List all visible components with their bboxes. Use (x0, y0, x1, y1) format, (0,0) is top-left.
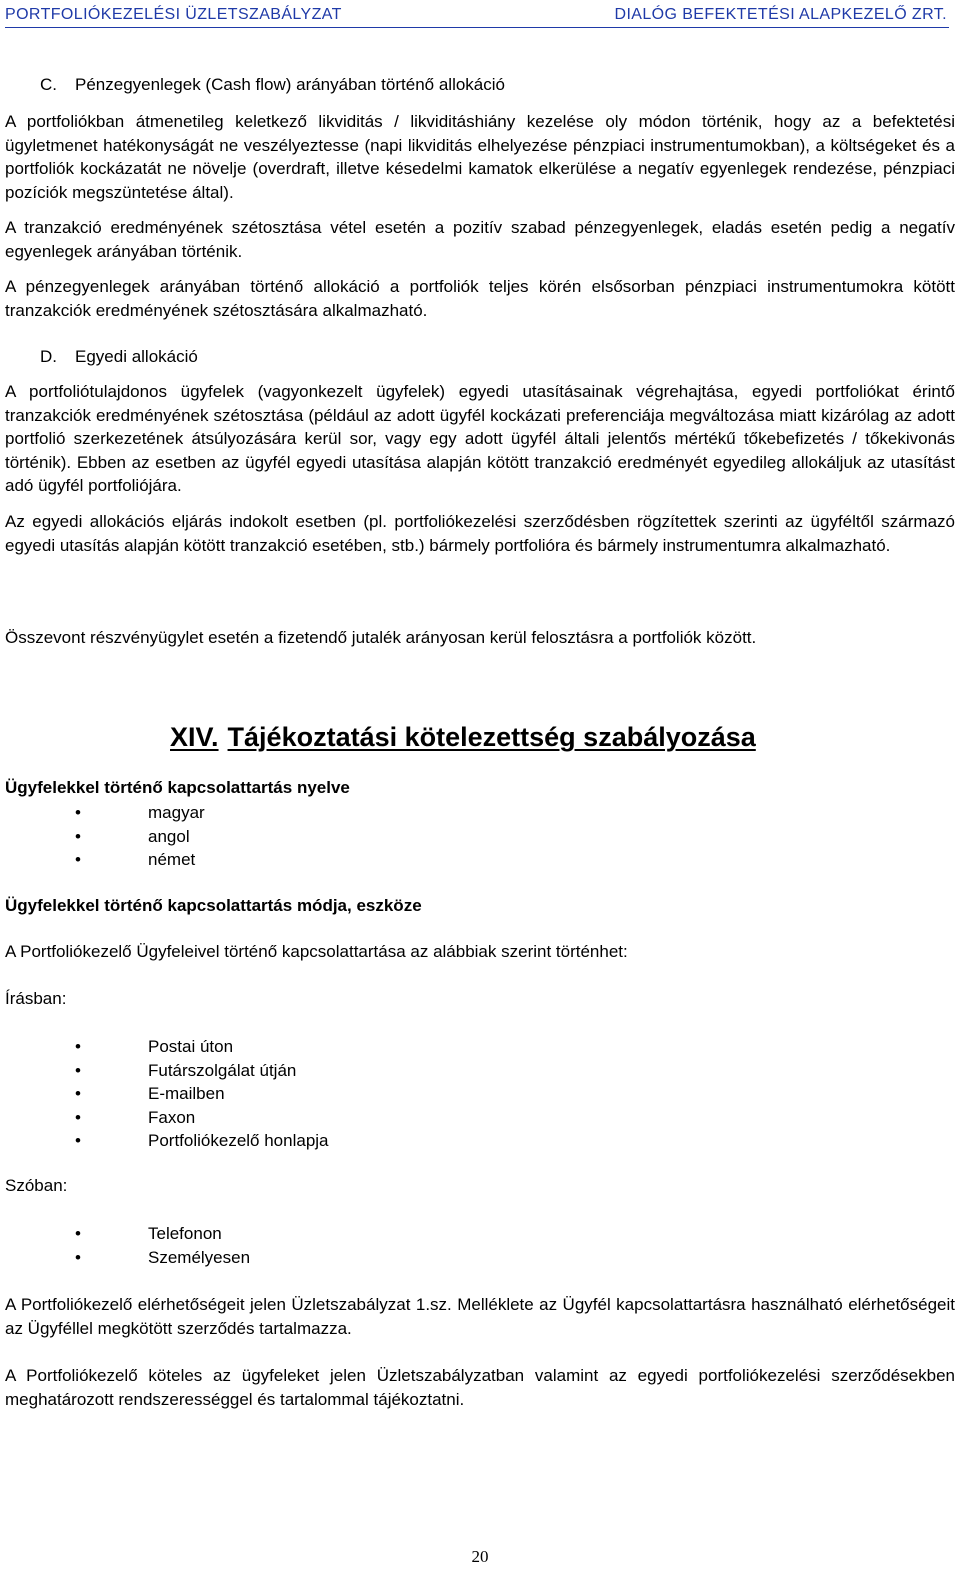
bullet-icon: • (75, 850, 81, 869)
page-header (5, 3, 949, 28)
written-label: Írásban: (5, 989, 67, 1008)
closing-paragraph: A Portfoliókezelő elérhetőségeit jelen Üzletszabályzat 1.sz. Melléklete az Ügyfél kapcsolattartásra használható elérhetőségeit az Ügyféllel megkötött szerződés tartalmazza. (5, 1295, 955, 1338)
bullet-icon: • (75, 1037, 81, 1056)
bullet-icon: • (75, 1224, 81, 1243)
section-d-title: Egyedi allokáció (75, 347, 198, 366)
section-d-paragraph: Az egyedi allokációs eljárás indokolt esetben (pl. portfoliókezelési szerződésben rögzítettek szerinti az ügyféltől származó egyedi utasítás alapján kötött tranzakció esetében, stb.) bármely portfolióra és bármely instrumentumra alkalmazható. (5, 512, 955, 555)
chapter-title: Tájékoztatási kötelezettség szabályozása (227, 722, 756, 752)
section-c-heading (40, 73, 940, 97)
closing-paragraph: A Portfoliókezelő köteles az ügyfeleket jelen Üzletszabályzatban valamint az egyedi portfoliókezelési szerződésekben meghatározott rendszerességgel és tartalommal tájékoztatni. (5, 1366, 955, 1409)
header-company-name: DIALÓG BEFEKTETÉSI ALAPKEZELŐ ZRT. (614, 6, 947, 23)
bullet-icon: • (75, 826, 81, 846)
bullet-icon: • (75, 1247, 81, 1267)
language-heading: Ügyfelekkel történő kapcsolattartás nyelve (5, 778, 350, 797)
section-d-letter: D. (40, 347, 57, 366)
bullet-icon: • (75, 1084, 81, 1103)
header-document-title: PORTFOLIÓKEZELÉSI ÜZLETSZABÁLYZAT (5, 6, 342, 23)
chapter-number: XIV. (170, 722, 219, 752)
section-d-paragraph: A portfoliótulajdonos ügyfelek (vagyonkezelt ügyfelek) egyedi utasításainak végrehajtása, egyedi portfoliókat érintő tranzakciók eredményének szétosztása (például az adott ügyfél kockázati preferenciája megváltozása miatt kizárólag az adott portfolió szerkezetének átsúlyozására kerül sor, vagy egy adott ügyfél általi jelentős mértékű tőkebefizetés / tőkekivonás történik). Ebben az esetben az ügyfél egyedi utasítása alapján kötött tranzakció eredményét egyedileg allokáljuk az utasítást adó ügyfél portfoliójára. (5, 382, 955, 495)
aggregate-commission-note: Összevont részvényügylet esetén a fizetendő jutalék arányosan kerül felosztásra a portfoliók között. (5, 628, 757, 647)
section-c-letter: C. (40, 75, 57, 94)
contact-method-heading: Ügyfelekkel történő kapcsolattartás módja, eszköze (5, 896, 422, 915)
oral-label: Szóban: (5, 1176, 68, 1195)
section-c-paragraph: A pénzegyenlegek arányában történő allokáció a portfoliók teljes körén elsősorban pénzpiaci instrumentumokra kötött tranzakciók eredményének szétosztására alkalmazható. (5, 277, 955, 320)
section-c-paragraph: A tranzakció eredményének szétosztása vétel esetén a pozitív szabad pénzegyenlegek, eladás esetén pedig a negatív egyenlegek arányában történik. (5, 218, 955, 261)
chapter-heading (170, 722, 756, 753)
bullet-icon: • (75, 1060, 81, 1080)
section-c-paragraph: A portfoliókban átmenetileg keletkező likviditás / likviditáshiány kezelése oly módon történik, hogy az a befektetési ügyletmenet hatékonyságát ne veszélyeztesse (napi likviditás elhelyezése pénzpiaci instrumentumokban), a költségeket és a portfoliók kockázatát ne növelje (overdraft, illetve késedelmi kamatok elkerülése a negatív egyenlegek rendezése, pénzpiaci pozíciók megszüntetése által). (5, 112, 955, 202)
section-c-title: Pénzegyenlegek (Cash flow) arányában történő allokáció (75, 75, 505, 94)
bullet-icon: • (75, 803, 81, 822)
contact-method-intro: A Portfoliókezelő Ügyfeleivel történő kapcsolattartása az alábbiak szerint történhet: (5, 942, 628, 961)
bullet-icon: • (75, 1107, 81, 1127)
bullet-icon: • (75, 1131, 81, 1150)
page-number: 20 (471, 1547, 489, 1566)
section-d-heading (40, 345, 940, 369)
